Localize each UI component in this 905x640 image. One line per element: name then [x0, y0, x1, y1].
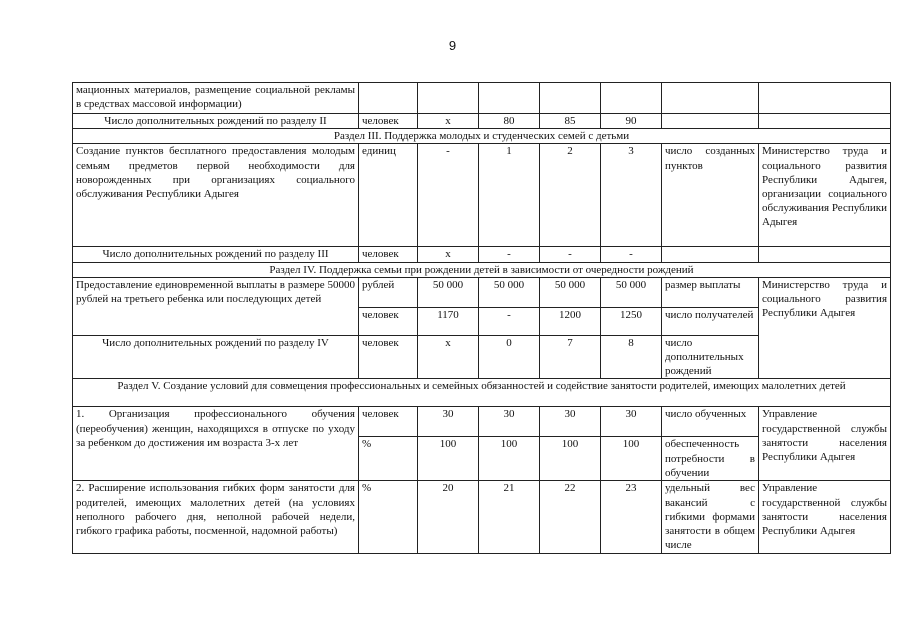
indicator-cell: 2. Расширение использования гибких форм занятости для родителей, имеющих малолетних детей (на условиях неполного рабочего дня, неполной рабочей недели, гибкого графика работы, посменной, надомной работы) — [73, 481, 359, 554]
base-value-cell: 100 — [418, 437, 479, 481]
measure-cell: обеспеченность потребности в обучении — [662, 437, 759, 481]
year3-cell — [601, 83, 662, 114]
measure-cell: число получателей — [662, 307, 759, 335]
unit-cell: человек — [359, 247, 418, 262]
year1-cell: 100 — [479, 437, 540, 481]
indicator-cell: Число дополнительных рождений по разделу II — [73, 114, 359, 129]
program-table — [72, 82, 891, 554]
year1-cell — [479, 83, 540, 114]
year3-cell: 30 — [601, 407, 662, 437]
indicator-cell: мационных материалов, размещение социальной рекламы в средствах массовой информации) — [73, 83, 359, 114]
table-row — [73, 83, 891, 114]
year3-cell: 23 — [601, 481, 662, 554]
table-row — [73, 407, 891, 437]
unit-cell: рублей — [359, 277, 418, 307]
base-value-cell: 30 — [418, 407, 479, 437]
measure-cell: размер выплаты — [662, 277, 759, 307]
measure-cell: удельный вес вакансий с гибкими формами занятости в общем числе — [662, 481, 759, 554]
base-value-cell: - — [418, 144, 479, 247]
executor-cell — [759, 83, 891, 114]
year3-cell: - — [601, 247, 662, 262]
base-value-cell: x — [418, 335, 479, 379]
unit-cell: единиц — [359, 144, 418, 247]
year3-cell: 90 — [601, 114, 662, 129]
year2-cell: 50 000 — [540, 277, 601, 307]
year1-cell: 30 — [479, 407, 540, 437]
year2-cell: 1200 — [540, 307, 601, 335]
indicator-cell: Предоставление единовременной выплаты в размере 50000 рублей на третьего ребенка или последующих детей — [73, 277, 359, 335]
year1-cell: 0 — [479, 335, 540, 379]
year1-cell: - — [479, 307, 540, 335]
year1-cell: 1 — [479, 144, 540, 247]
table-row — [73, 144, 891, 247]
measure-cell: число дополнительных рождений — [662, 335, 759, 379]
base-value-cell: 1170 — [418, 307, 479, 335]
executor-cell — [759, 247, 891, 262]
indicator-cell: Число дополнительных рождений по разделу IV — [73, 335, 359, 379]
year2-cell: 7 — [540, 335, 601, 379]
base-value-cell — [418, 83, 479, 114]
base-value-cell: 20 — [418, 481, 479, 554]
year3-cell: 1250 — [601, 307, 662, 335]
executor-cell: Управление государственной службы занятости населения Республики Адыгея — [759, 407, 891, 481]
table-row — [73, 277, 891, 307]
section-heading: Раздел V. Создание условий для совмещения профессиональных и семейных обязанностей и содействие занятости родителей, имеющих малолетних детей — [73, 379, 891, 407]
year1-cell: - — [479, 247, 540, 262]
year2-cell: 85 — [540, 114, 601, 129]
unit-cell: человек — [359, 335, 418, 379]
section-heading: Раздел III. Поддержка молодых и студенческих семей с детьми — [73, 129, 891, 144]
measure-cell — [662, 114, 759, 129]
section-row — [73, 129, 891, 144]
table-row — [73, 247, 891, 262]
year2-cell: 2 — [540, 144, 601, 247]
year3-cell: 8 — [601, 335, 662, 379]
executor-cell: Управление государственной службы занятости населения Республики Адыгея — [759, 481, 891, 554]
year1-cell: 80 — [479, 114, 540, 129]
indicator-cell: Создание пунктов бесплатного предоставления молодым семьям предметов первой необходимости для новорожденных при организациях социального обслуживания Республики Адыгея — [73, 144, 359, 247]
unit-cell: человек — [359, 407, 418, 437]
unit-cell: человек — [359, 114, 418, 129]
section-row — [73, 262, 891, 277]
base-value-cell: x — [418, 247, 479, 262]
executor-cell: Министерство труда и социального развития Республики Адыгея, организации социального обслуживания Республики Адыгея — [759, 144, 891, 247]
year2-cell: 100 — [540, 437, 601, 481]
year3-cell: 100 — [601, 437, 662, 481]
measure-cell: число созданных пунктов — [662, 144, 759, 247]
executor-cell: Министерство труда и социального развития Республики Адыгея — [759, 277, 891, 379]
executor-cell — [759, 114, 891, 129]
section-heading: Раздел IV. Поддержка семьи при рождении детей в зависимости от очередности рождений — [73, 262, 891, 277]
base-value-cell: 50 000 — [418, 277, 479, 307]
unit-cell: человек — [359, 307, 418, 335]
indicator-cell: Число дополнительных рождений по разделу III — [73, 247, 359, 262]
page-number: 9 — [448, 38, 457, 53]
year1-cell: 21 — [479, 481, 540, 554]
section-row — [73, 379, 891, 407]
unit-cell: % — [359, 437, 418, 481]
year1-cell: 50 000 — [479, 277, 540, 307]
year3-cell: 3 — [601, 144, 662, 247]
table-row — [73, 481, 891, 554]
base-value-cell: x — [418, 114, 479, 129]
measure-cell — [662, 247, 759, 262]
year2-cell: 22 — [540, 481, 601, 554]
unit-cell — [359, 83, 418, 114]
table-row — [73, 114, 891, 129]
measure-cell — [662, 83, 759, 114]
indicator-cell: 1. Организация профессионального обучения (переобучения) женщин, находящихся в отпуске по уходу за ребенком до достижения им возраста 3-х лет — [73, 407, 359, 481]
measure-cell: число обученных — [662, 407, 759, 437]
year2-cell: 30 — [540, 407, 601, 437]
year2-cell: - — [540, 247, 601, 262]
year3-cell: 50 000 — [601, 277, 662, 307]
unit-cell: % — [359, 481, 418, 554]
year2-cell — [540, 83, 601, 114]
